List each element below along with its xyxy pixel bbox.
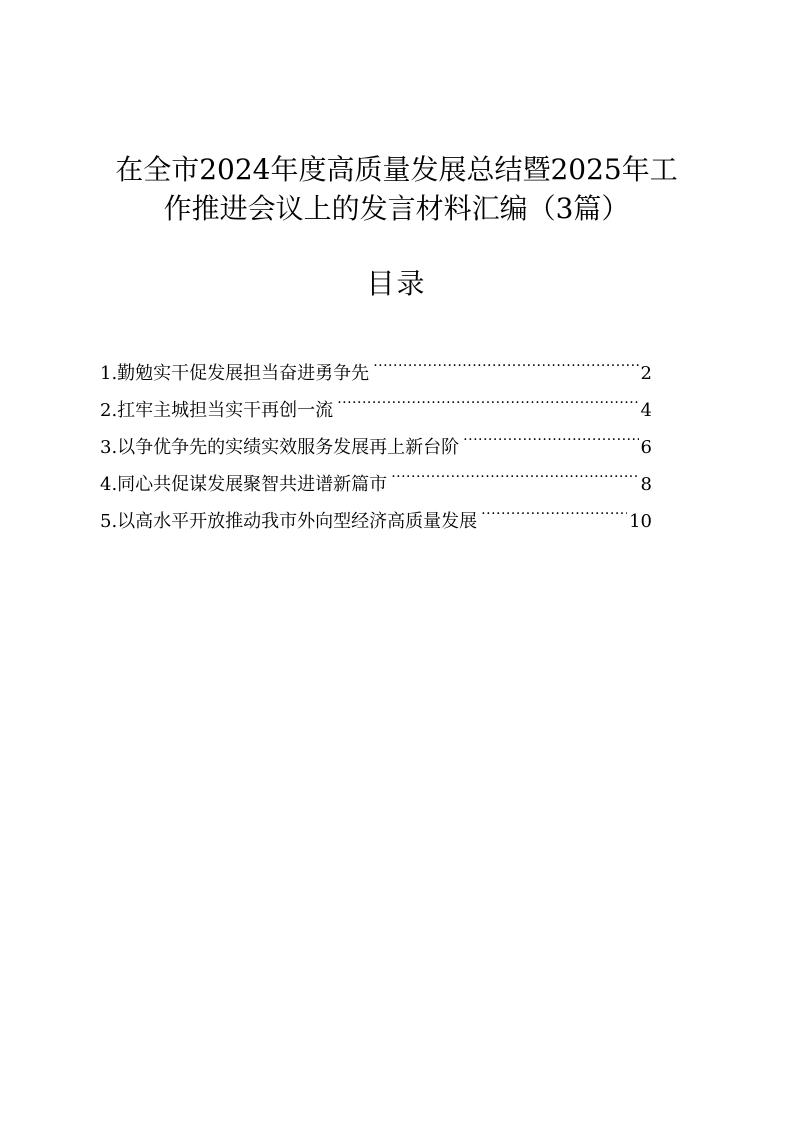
toc-page-number: 8 [640, 474, 652, 495]
toc-page-number: 2 [640, 363, 652, 384]
toc-entry-label: 5.以高水平开放推动我市外向型经济高质量发展 [100, 511, 478, 532]
toc-page-number: 10 [629, 511, 652, 532]
toc-leader-dots [373, 342, 638, 379]
toc-entry[interactable] [100, 342, 652, 384]
table-of-contents [100, 342, 652, 532]
title-line-2: 作推进会议上的发言材料汇编（3篇） [163, 192, 630, 225]
toc-entry-label: 2.扛牢主城担当实干再创一流 [100, 400, 334, 421]
toc-heading: 目录 [366, 267, 427, 300]
toc-leader-dots [481, 490, 627, 527]
toc-leader-dots [391, 453, 638, 490]
toc-entry-label: 1.勤勉实干促发展担当奋进勇争先 [100, 363, 370, 384]
toc-leader-dots [463, 416, 638, 453]
toc-entry-label: 3.以争优争先的实绩实效服务发展再上新台阶 [100, 437, 460, 458]
toc-leader-dots [337, 379, 638, 416]
toc-page-number: 4 [640, 400, 652, 421]
document-title [80, 150, 713, 228]
title-line-1: 在全市2024年度高质量发展总结暨2025年工 [115, 153, 678, 186]
toc-page-number: 6 [640, 437, 652, 458]
toc-entry-label: 4.同心共促谋发展聚智共进谱新篇市 [100, 474, 388, 495]
